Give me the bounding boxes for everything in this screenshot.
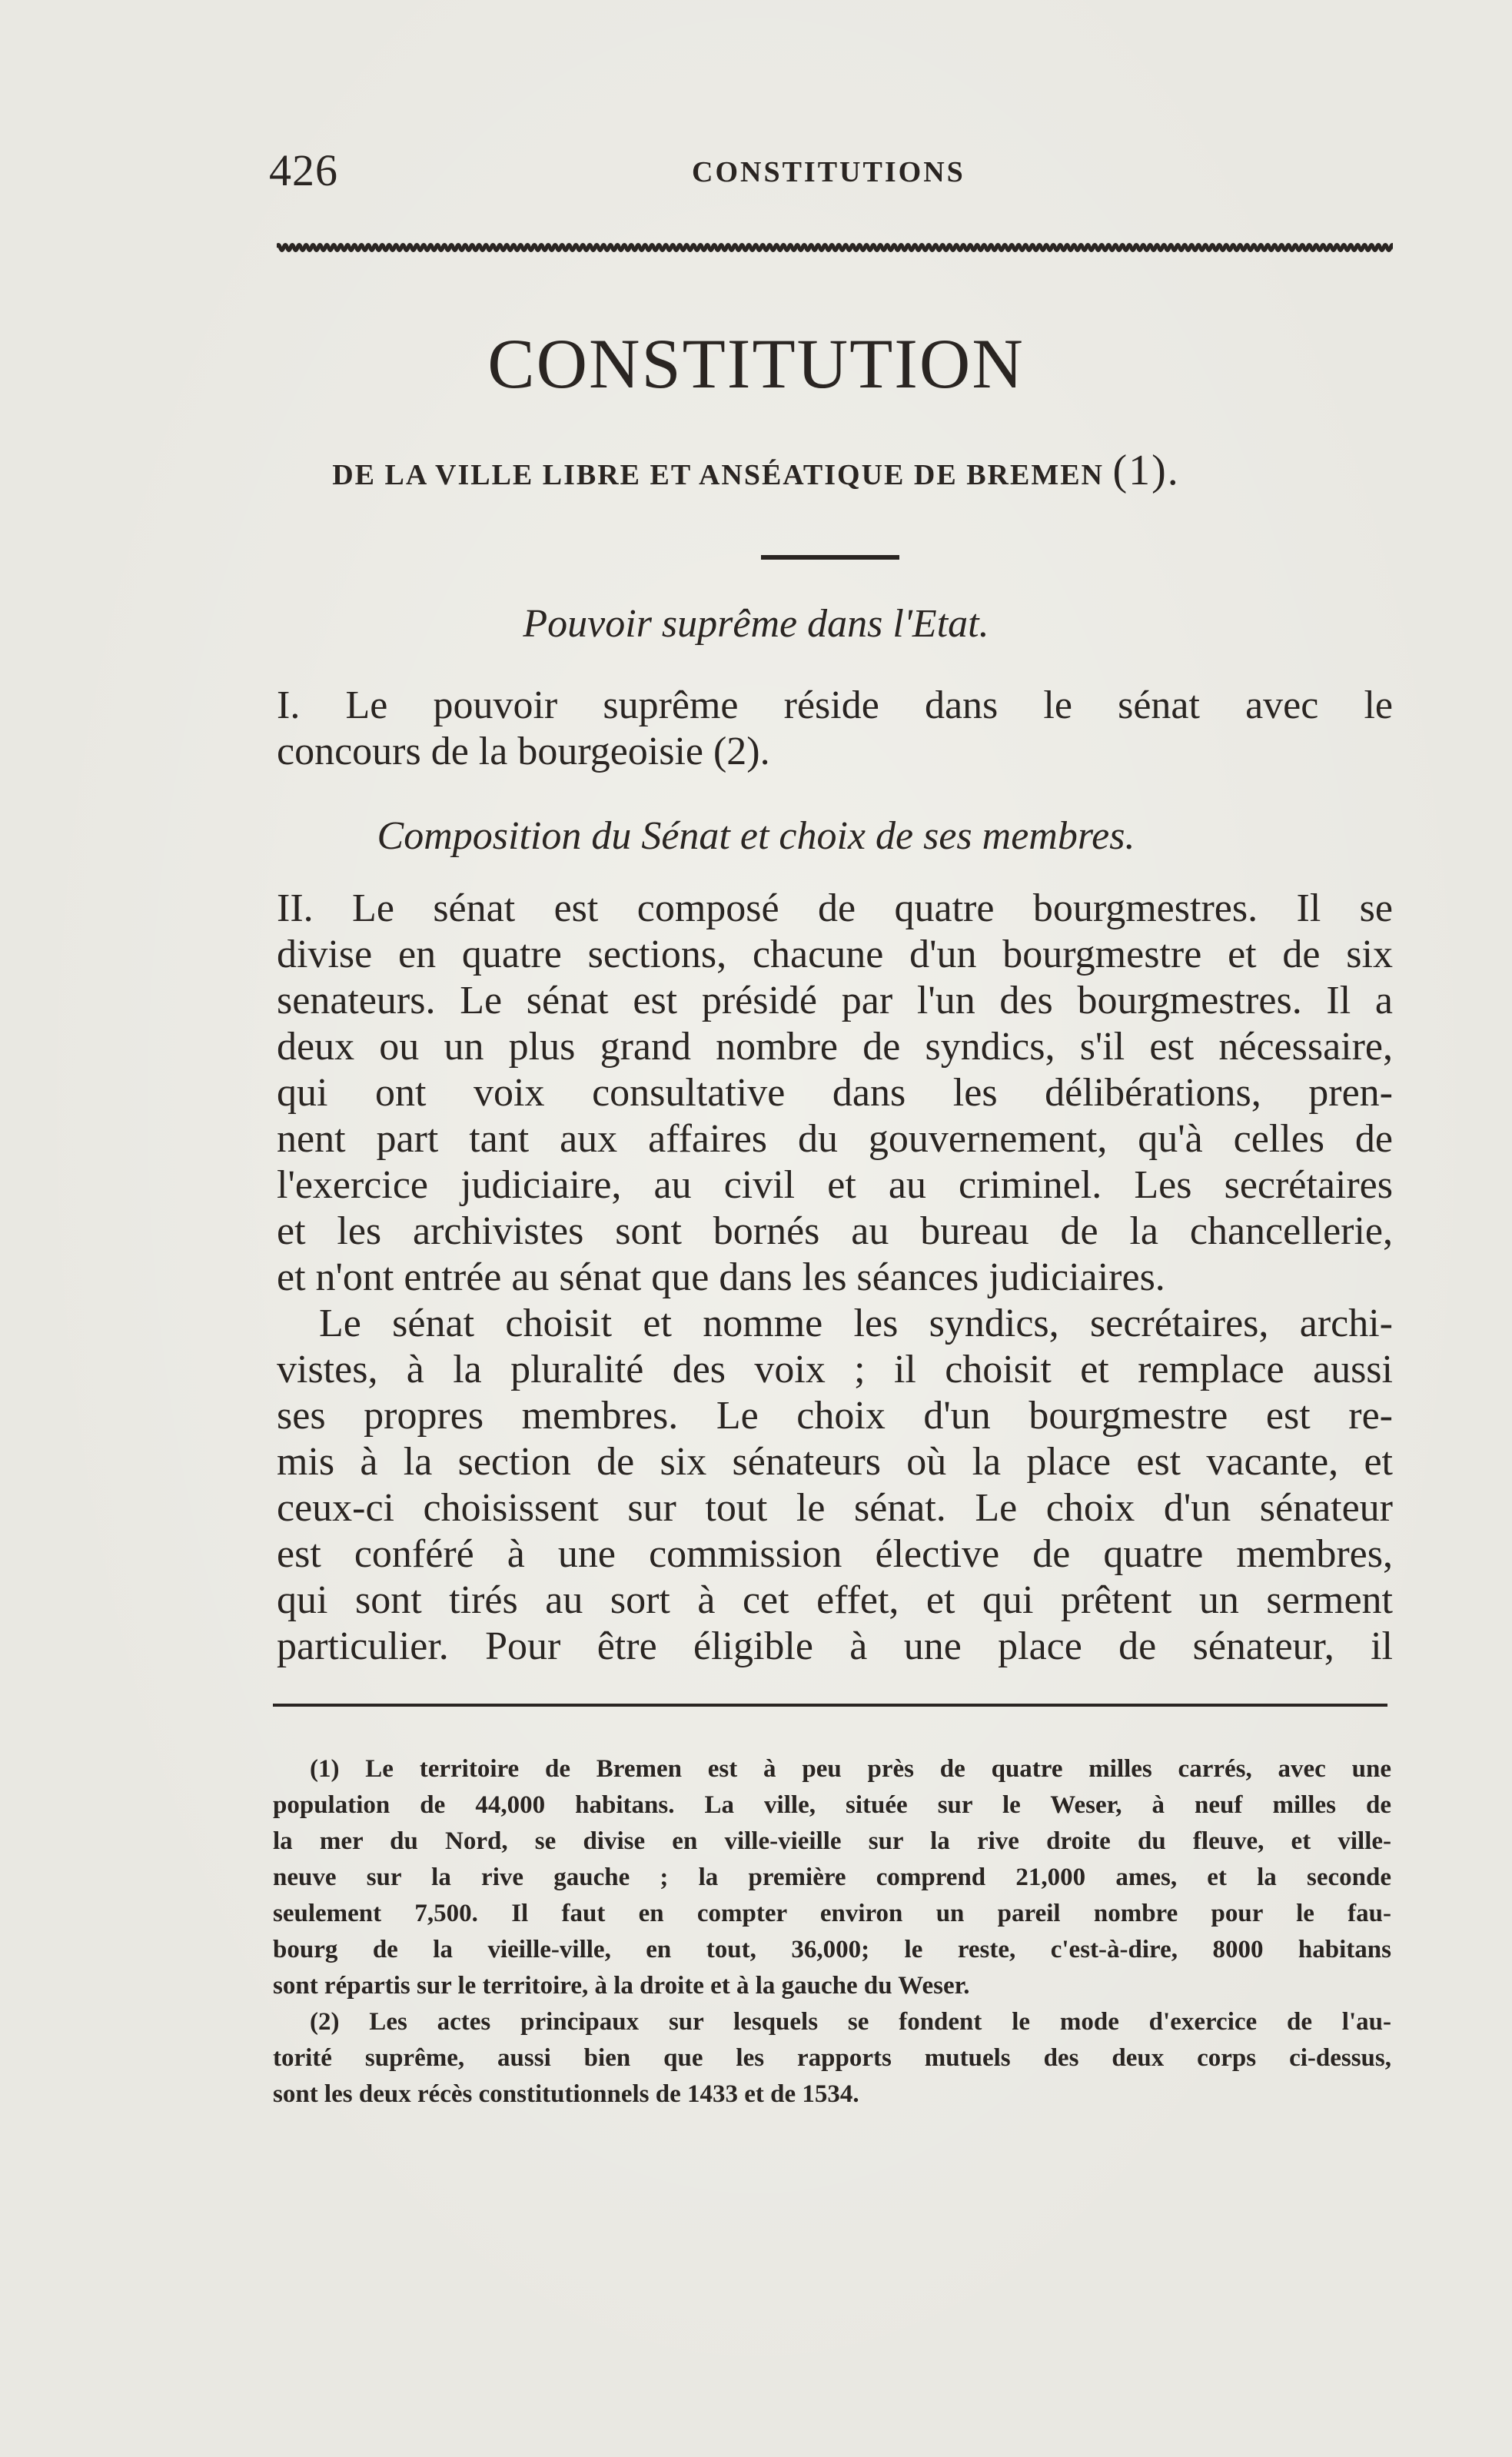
page-number: 426	[269, 145, 338, 195]
footnote-line: (1) Le territoire de Bremen est à peu près de quatre milles carrés, avec une	[310, 1755, 1391, 1783]
text-line: qui sont tirés au sort à cet effet, et qui prêtent un serment	[277, 1578, 1393, 1622]
footnote-2	[273, 2004, 1391, 2113]
text-line: divise en quatre sections, chacune d'un bourgmestre et de six	[277, 933, 1393, 976]
footnote-ref-1: (1).	[1112, 447, 1180, 494]
document-title: CONSTITUTION	[487, 324, 1025, 403]
footnotes	[273, 1751, 1391, 2113]
text-line: ceux-ci choisissent sur tout le sénat. Le choix d'un sénateur	[277, 1486, 1393, 1530]
running-title: CONSTITUTIONS	[692, 156, 965, 188]
text-line: et n'ont entrée au sénat que dans les séances judiciaires.	[277, 1255, 1165, 1299]
article-2-continued	[277, 1301, 1393, 1670]
text-line: particulier. Pour être éligible à une place de sénateur, il	[277, 1624, 1393, 1668]
footnote-line: sont répartis sur le territoire, à la droite et à la gauche du Weser.	[273, 1972, 970, 2000]
footnote-line: seulement 7,500. Il faut en compter environ un pareil nombre pour le fau-	[273, 1900, 1391, 1927]
text-line: concours de la bourgeoisie (2).	[277, 730, 770, 773]
article-1	[277, 683, 1393, 775]
footnote-line: population de 44,000 habitans. La ville, située sur le Weser, à neuf milles de	[273, 1791, 1391, 1819]
footnote-line: (2) Les actes principaux sur lesquels se fondent le mode d'exercice de l'au-	[310, 2008, 1391, 2036]
text-line: nent part tant aux affaires du gouvernement, qu'à celles de	[277, 1117, 1393, 1161]
text-line: II. Le sénat est composé de quatre bourgmestres. Il se	[277, 886, 1393, 930]
text-line: Le sénat choisit et nomme les syndics, secrétaires, archi-	[319, 1302, 1393, 1345]
footnote-line: torité suprême, aussi bien que les rapports mutuels des deux corps ci-dessus,	[273, 2044, 1391, 2072]
footnote-separator-rule	[273, 1704, 1387, 1707]
text-line: vistes, à la pluralité des voix ; il choisit et remplace aussi	[277, 1348, 1393, 1391]
section-heading-pouvoir: Pouvoir suprême dans l'Etat.	[523, 602, 989, 646]
text-line: qui ont voix consultative dans les délibérations, pren-	[277, 1071, 1393, 1115]
text-line: I. Le pouvoir suprême réside dans le sénat avec le	[277, 683, 1393, 727]
subtitle-text: DE LA VILLE LIBRE ET ANSÉATIQUE DE BREMEN	[332, 459, 1104, 491]
footnote-1	[273, 1751, 1391, 2004]
article-2	[277, 886, 1393, 1301]
footnote-line: bourg de la vieille-ville, en tout, 36,000; le reste, c'est-à-dire, 8000 habitans	[273, 1936, 1391, 1963]
footnote-line: neuve sur la rive gauche ; la première comprend 21,000 ames, et la seconde	[273, 1864, 1391, 1891]
text-line: l'exercice judiciaire, au civil et au criminel. Les secrétaires	[277, 1163, 1393, 1207]
text-line: senateurs. Le sénat est présidé par l'un des bourgmestres. Il a	[277, 979, 1393, 1022]
short-rule	[761, 555, 899, 560]
section-heading-composition: Composition du Sénat et choix de ses membres.	[377, 814, 1135, 858]
ornamental-wavy-rule	[277, 240, 1393, 255]
text-line: deux ou un plus grand nombre de syndics, s'il est nécessaire,	[277, 1025, 1393, 1069]
text-line: ses propres membres. Le choix d'un bourgmestre est re-	[277, 1394, 1393, 1438]
text-line: est conféré à une commission élective de quatre membres,	[277, 1532, 1393, 1576]
text-line: et les archivistes sont bornés au bureau de la chancellerie,	[277, 1209, 1393, 1253]
text-line: mis à la section de six sénateurs où la place est vacante, et	[277, 1440, 1393, 1484]
running-head	[269, 145, 1391, 198]
footnote-line: sont les deux récès constitutionnels de 1433 et de 1534.	[273, 2080, 859, 2108]
document-subtitle	[0, 446, 1512, 495]
footnote-line: la mer du Nord, se divise en ville-vieille sur la rive droite du fleuve, et ville-	[273, 1827, 1391, 1855]
